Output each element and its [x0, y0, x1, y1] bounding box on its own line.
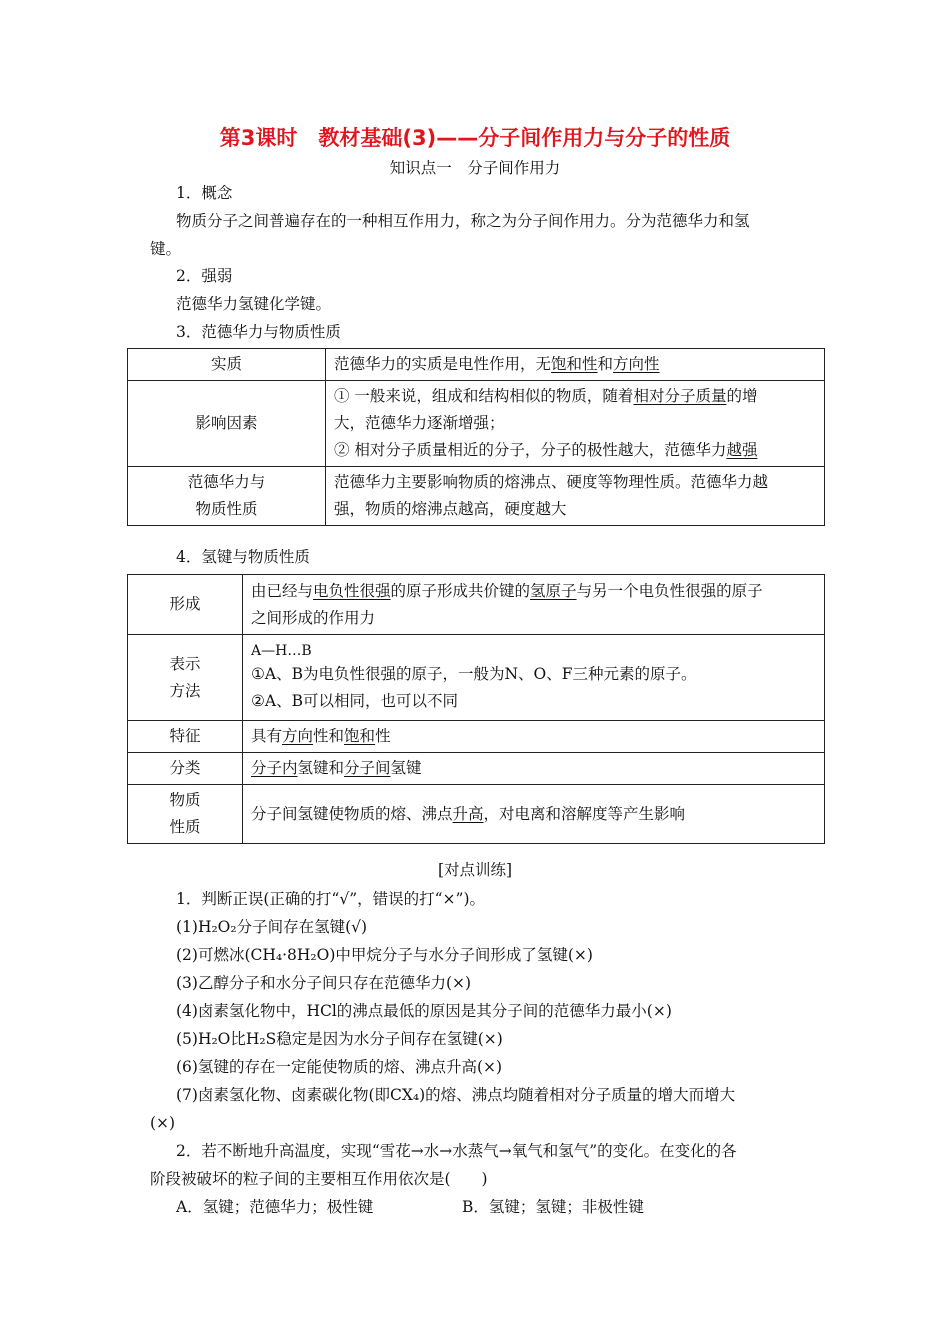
question-2-line1: 2．若不断地升高温度，实现“雪花→水→水蒸气→氧气和氢气”的变化。在变化的各 [176, 1142, 737, 1160]
concept-text-line1: 物质分子之间普遍存在的一种相互作用力，称之为分子间作用力。分为范德华力和氢 [176, 212, 750, 230]
section-subtitle: 知识点一 分子间作用力 [389, 159, 561, 177]
answer-underline: 越强 [726, 441, 758, 459]
text: 的原子形成共价键的 [390, 581, 531, 600]
answer-underline: 饱和 [344, 727, 376, 745]
text: 性质 [169, 818, 201, 836]
text: 范德华力与 [187, 473, 266, 491]
vdw-label-factors: 影响因素 [128, 381, 326, 467]
answer-underline: 电负性很强 [313, 581, 391, 600]
hbond-label-features: 特征 [128, 721, 243, 753]
hbond-cell-properties [243, 785, 825, 844]
answer-underline: 方向 [282, 727, 314, 745]
vdw-table [127, 348, 825, 526]
hbond-label-formation: 形成 [128, 575, 243, 635]
hbond-cell-formation [243, 575, 825, 635]
question-1-item: (3)乙醇分子和水分子间只存在范德华力(×) [176, 974, 472, 992]
text: 氢键和 [297, 759, 345, 777]
vdw-cell-factors [326, 381, 825, 467]
question-1-item: (4)卤素氢化物中，HCl的沸点最低的原因是其分子间的范德华力最小(×) [176, 1002, 672, 1020]
page-title: 第3课时 教材基础(3)——分子间作用力与分子的性质 [219, 126, 731, 150]
strength-text: 范德华力氢键化学键。 [176, 295, 332, 313]
text: 之间形成的作用力 [251, 608, 376, 627]
concept-heading: 1．概念 [176, 184, 233, 202]
text: 性和 [313, 727, 345, 745]
hbond-row-features [128, 721, 825, 753]
text: ②A、B可以相同，也可以不同 [251, 691, 458, 710]
vdw-heading: 3．范德华力与物质性质 [176, 323, 341, 341]
question-1-item7-answer: (×) [150, 1114, 176, 1132]
hbond-cell-types [243, 753, 825, 785]
hbond-label-properties [128, 785, 243, 844]
text: ①A、B为电负性很强的原子，一般为N、O、F三种元素的原子。 [251, 664, 697, 683]
vdw-label-properties [128, 467, 326, 526]
answer-underline: 氢原子 [530, 581, 577, 600]
text: 和 [597, 355, 614, 373]
hbond-label-types: 分类 [128, 753, 243, 785]
hbond-row-formation [128, 575, 825, 635]
text: 表示 [169, 654, 201, 673]
text: 分子间氢键使物质的熔、沸点 [251, 804, 453, 823]
hbond-row-properties [128, 785, 825, 844]
text: 性 [375, 727, 391, 745]
hbond-cell-features [243, 721, 825, 753]
vdw-row-factors [128, 381, 825, 467]
question-1-item: (7)卤素氢化物、卤素碳化物(即CX₄)的熔、沸点均随着相对分子质量的增大而增大 [176, 1086, 736, 1104]
vdw-cell-properties [326, 467, 825, 526]
answer-underline: 升高 [452, 804, 484, 823]
vdw-cell-essence [326, 349, 825, 381]
answer-underline: 相对分子质量 [633, 387, 727, 405]
text: 大，范德华力逐渐增强； [334, 414, 505, 432]
practice-heading: [对点训练] [437, 861, 513, 879]
answer-underline: 方向性 [613, 355, 660, 373]
question-1-item: (5)H₂O比H₂S稳定是因为水分子间存在氢键(×) [176, 1030, 503, 1048]
text: ① 一般来说，组成和结构相似的物质，随着 [334, 387, 634, 405]
strength-heading: 2．强弱 [176, 267, 233, 285]
vdw-row-properties [128, 467, 825, 526]
vdw-row-essence [128, 349, 825, 381]
text: 强，物质的熔沸点越高，硬度越大 [334, 500, 567, 518]
answer-underline: 分子内 [251, 759, 298, 777]
text: 具有 [251, 727, 283, 745]
question-1: 1．判断正误(正确的打“√”，错误的打“×”)。 [176, 890, 486, 908]
question-1-item: (1)H₂O₂分子间存在氢键(√) [176, 918, 368, 936]
text: A—H…B [251, 642, 312, 659]
text: 的增 [726, 387, 758, 405]
text: ② 相对分子质量相近的分子，分子的极性越大，范德华力 [334, 441, 727, 459]
text: 氢键 [390, 759, 422, 777]
text: 范德华力的实质是电性作用，无 [334, 355, 552, 373]
text: 与另一个电负性很强的原子 [576, 581, 763, 600]
text: 范德华力主要影响物质的熔沸点、硬度等物理性质。范德华力越 [334, 473, 769, 491]
hbond-label-notation [128, 635, 243, 721]
option-b: B．氢键；氢键；非极性键 [462, 1198, 644, 1216]
vdw-label-essence: 实质 [128, 349, 326, 381]
hbond-row-notation [128, 635, 825, 721]
hbond-row-types [128, 753, 825, 785]
answer-underline: 分子间 [344, 759, 391, 777]
hbond-cell-notation [243, 635, 825, 721]
hbond-table [127, 574, 825, 844]
text: 方法 [169, 681, 201, 700]
question-1-item: (6)氢键的存在一定能使物质的熔、沸点升高(×) [176, 1058, 503, 1076]
text: ，对电离和溶解度等产生影响 [483, 804, 686, 823]
question-2-line2: 阶段被破坏的粒子间的主要相互作用依次是( ) [150, 1170, 488, 1188]
hbond-heading: 4．氢键与物质性质 [176, 548, 310, 566]
question-1-item: (2)可燃冰(CH₄·8H₂O)中甲烷分子与水分子间形成了氢键(×) [176, 946, 593, 964]
concept-text-line2: 键。 [150, 240, 182, 258]
answer-underline: 饱和性 [551, 355, 598, 373]
option-a: A．氢键；范德华力；极性键 [176, 1198, 374, 1216]
text: 物质 [169, 791, 201, 809]
text: 物质性质 [195, 500, 258, 518]
text: 由已经与 [251, 581, 314, 600]
